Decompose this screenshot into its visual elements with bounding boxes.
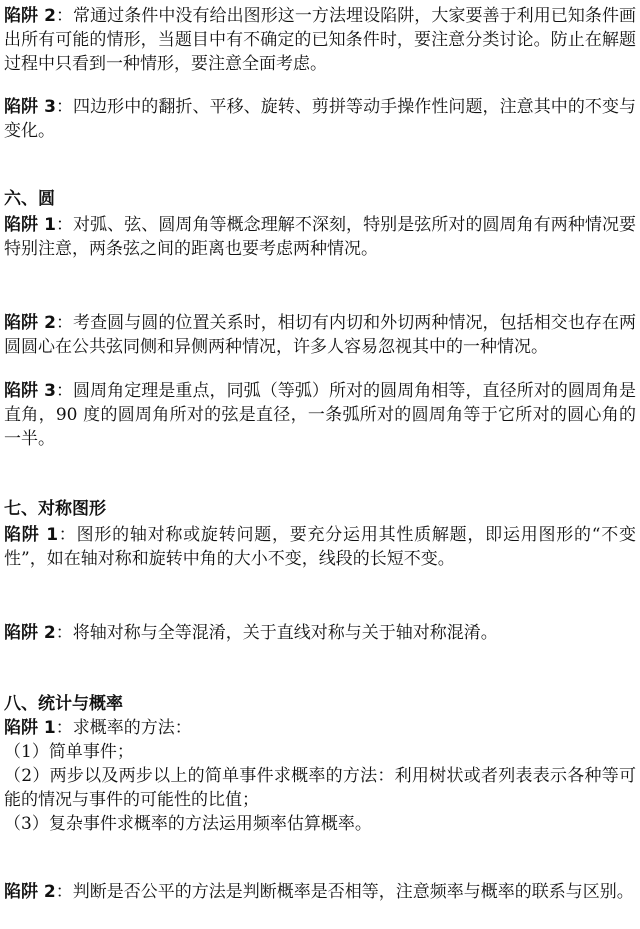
list-item: （2）两步以及两步以上的简单事件求概率的方法：利用树状或者列表表示各种等可能的情况与事件的可能性的比值；	[4, 766, 636, 810]
trap-label: 陷阱 3	[4, 97, 56, 117]
trap-text: ：判断是否公平的方法是判断概率是否相等，注意频率与概率的联系与区别。	[55, 882, 634, 902]
trap-text: ：常通过条件中没有给出图形这一方法埋设陷阱，大家要善于利用已知条件画出所有可能的情形，当题目中有不确定的已知条件时，要注意分类讨论。防止在解题过程中只看到一种情形，要注意全面考虑。	[4, 6, 637, 74]
section-heading-circle: 六、圆	[4, 189, 55, 209]
trap-label: 陷阱 2	[4, 313, 56, 333]
trap-label: 陷阱 1	[4, 718, 56, 738]
paragraph-s8-trap1	[4, 716, 636, 836]
paragraph-s5-trap2	[4, 4, 636, 76]
paragraph-s6-trap3	[4, 379, 636, 451]
trap-label: 陷阱 2	[4, 6, 56, 26]
list-item: （3）复杂事件求概率的方法运用频率估算概率。	[4, 814, 372, 834]
trap-label: 陷阱 1	[4, 215, 56, 235]
trap-text: ：四边形中的翻折、平移、旋转、剪拼等动手操作性问题，注意其中的不变与变化。	[4, 97, 637, 141]
section-heading-statistics: 八、统计与概率	[4, 694, 123, 714]
paragraph-s6-trap2	[4, 311, 636, 359]
trap-label: 陷阱 1	[4, 525, 59, 545]
trap-label: 陷阱 3	[4, 381, 56, 401]
trap-text: ：对弧、弦、圆周角等概念理解不深刻，特别是弦所对的圆周角有两种情况要特别注意，两条弦之间的距离也要考虑两种情况。	[4, 215, 637, 259]
trap-line	[4, 716, 636, 740]
section-heading-symmetry: 七、对称图形	[4, 499, 106, 519]
trap-text: ：考查圆与圆的位置关系时，相切有内切和外切两种情况，包括相交也存在两圆圆心在公共弦同侧和异侧两种情况，许多人容易忽视其中的一种情况。	[4, 313, 637, 357]
paragraph-s7-trap1	[4, 523, 636, 571]
trap-text: ：图形的轴对称或旋转问题，要充分运用其性质解题，即运用图形的“不变性”，如在轴对称和旋转中角的大小不变，线段的长短不变。	[4, 525, 636, 569]
paragraph-s5-trap3	[4, 95, 636, 143]
paragraph-s6-trap1	[4, 213, 636, 261]
paragraph-s8-trap2	[4, 880, 636, 904]
trap-text: ：圆周角定理是重点，同弧（等弧）所对的圆周角相等，直径所对的圆周角是直角，90 度的圆周角所对的弦是直径，一条弧所对的圆周角等于它所对的圆心角的一半。	[4, 381, 637, 449]
trap-label: 陷阱 2	[4, 623, 56, 643]
paragraph-s7-trap2	[4, 621, 636, 645]
trap-label: 陷阱 2	[4, 882, 56, 902]
trap-text: ：将轴对称与全等混淆，关于直线对称与关于轴对称混淆。	[55, 623, 498, 643]
trap-text: ：求概率的方法：	[55, 718, 192, 738]
list-item: （1）简单事件；	[4, 742, 134, 762]
